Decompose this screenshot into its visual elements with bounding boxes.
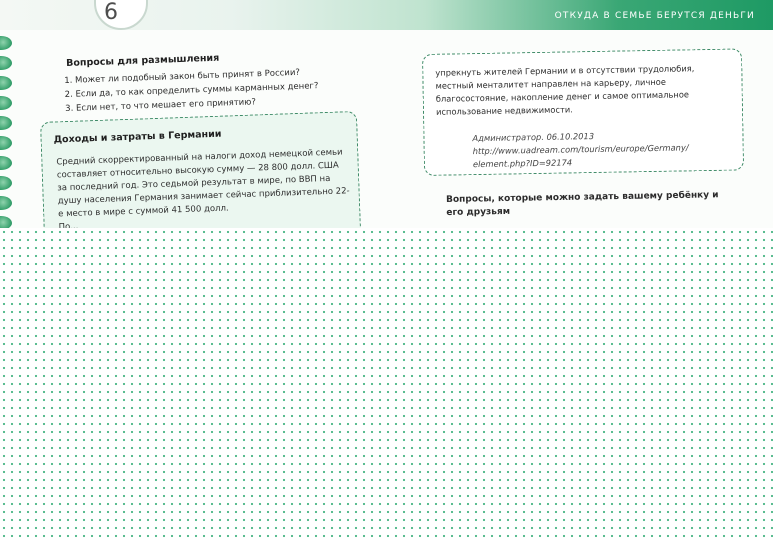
spiral-ring-decoration bbox=[0, 196, 12, 210]
germany-box-paragraph: Средний скорректированный на налоги доход немецкой семьи составляет относительно высокую сумму — 28 800 долл. США за последний год. Это седьмой результат в мире, по ВВП на душу населения Германия занимает сейчас приблизительно 22-е место в мире с суммой 41 500 долл. bbox=[56, 147, 350, 220]
reflection-item: 1. Может ли подобный закон быть принят в России? bbox=[64, 67, 301, 86]
child-questions-title: Вопросы, которые можно задать вашему ребёнку и его друзьям bbox=[446, 190, 719, 218]
germany-box-title: Доходы и затраты в Германии bbox=[53, 128, 222, 146]
running-head: ОТКУДА В СЕМЬЕ БЕРУТСЯ ДЕНЬГИ bbox=[554, 11, 755, 21]
spiral-ring-decoration bbox=[0, 116, 12, 130]
reflection-list bbox=[64, 65, 319, 116]
reflection-title: Вопросы для размышления bbox=[66, 52, 220, 69]
quote-box bbox=[422, 48, 744, 176]
spiral-ring-decoration bbox=[0, 56, 12, 70]
dotted-overlay bbox=[0, 228, 773, 540]
citation-author: Администратор. 06.10.2013 bbox=[472, 131, 595, 144]
reflection-item: 3. Если нет, то что мешает его принятию? bbox=[65, 97, 257, 114]
spiral-ring-decoration bbox=[0, 136, 12, 150]
spiral-ring-decoration bbox=[0, 96, 12, 110]
quote-citation bbox=[472, 128, 689, 171]
spiral-ring-decoration bbox=[0, 176, 12, 190]
reflection-item: 2. Если да, то как определить суммы карманных денег? bbox=[64, 81, 319, 100]
spiral-ring-decoration bbox=[0, 156, 12, 170]
spiral-ring-decoration bbox=[0, 36, 12, 50]
citation-url-end: element.php?ID=92174 bbox=[472, 157, 573, 170]
page-number: 6 bbox=[104, 0, 118, 25]
quote-text: упрекнуть жителей Германии и в отсутствии трудолюбия, местный менталитет направлен на карьеру, личное благосостояние, накопление денег и самое оптимальное использование недвижимости. bbox=[435, 63, 695, 117]
germany-box-body bbox=[56, 146, 351, 234]
citation-url: http://www.uadream.com/tourism/europe/Germany/ bbox=[472, 142, 689, 157]
spiral-ring-decoration bbox=[0, 76, 12, 90]
